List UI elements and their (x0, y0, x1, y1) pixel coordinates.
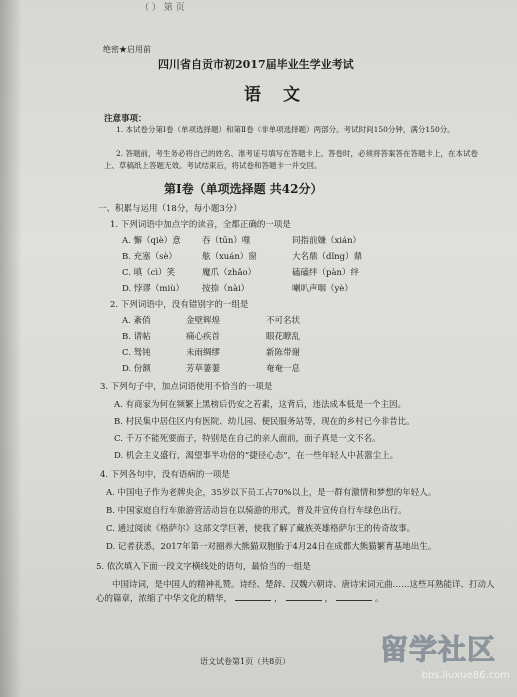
option-part: C. 嗔（cì）笑 (122, 268, 176, 278)
question-2-option-a (122, 314, 300, 326)
option-part: 金壁辉煌 (186, 316, 221, 326)
question-1-stem: 1. 下列词语中加点字的读音，全都正确的一项是 (110, 220, 291, 230)
option-part: 未雨绸缪 (186, 348, 221, 358)
question-2-option-c (122, 346, 300, 358)
answer-blank (235, 600, 271, 601)
question-5-passage: 中国诗词，是中国人的精神礼赞。诗经、楚辞、汉魏六朝诗、唐诗宋词元曲……这些耳熟能详、打动人心的篇章，浓缩了中华文化的精华， ， ， 。 (96, 580, 495, 604)
option-part: 大名鼎（dǐng）鼎 (292, 252, 363, 262)
question-1-option-d (122, 282, 353, 294)
option-part: 新陈带谢 (266, 348, 301, 358)
option-part: A. 懈（qiè）意 (122, 236, 181, 246)
question-1-option-c (122, 266, 359, 278)
notes-heading: 注意事项： (104, 114, 147, 124)
watermark-url: bbs.liuxue86.com (421, 670, 510, 681)
question-2-stem: 2. 下列词语中，没有错别字的一组是 (110, 300, 249, 310)
note-item: 1. 本试卷分第Ⅰ卷（单项选择题）和第Ⅱ卷（非单项选择题）两部分。考试时间150分钟，满分150分。 (116, 125, 455, 134)
subject-title: 语文 (244, 85, 322, 105)
option-part: 痛心疾首 (186, 332, 221, 342)
secret-label: 绝密★启用前 (103, 45, 151, 54)
question-3-option-d: D. 机会主义盛行，渴望事半功倍的“捷径心态”，在一些年轻人中甚嚣尘上。 (114, 451, 399, 461)
option-part: A. 紊俏 (122, 316, 151, 326)
question-3-stem: 3. 下列句子中，加点词语使用不恰当的一项是 (100, 382, 273, 392)
option-part: 喇叭声咽（yè） (292, 284, 353, 294)
section-title: 一、积累与运用（18分，每小题3分） (98, 204, 242, 214)
question-4-option-b: B. 中国家庭自行车旅游营活动旨在以骑游的形式，普及并宣传自行车绿色出行。 (106, 506, 407, 516)
question-1-option-a (122, 234, 361, 246)
option-part: 吞（tūn）噬 (202, 236, 251, 246)
option-part: 按捺（nài） (202, 284, 250, 294)
answer-blank (286, 600, 322, 601)
question-3-option-c: C. 千万不能死要面子，特别是在自己的亲人面前，面子真是一文不名。 (114, 434, 381, 444)
question-5-stem: 5. 依次填入下面一段文字横线处的语句，最恰当的一组是 (96, 562, 311, 572)
question-4-option-d: D. 记者获悉，2017年第一对圈养大熊猫双胞胎于4月24日在成都大熊猫繁育基地出生。 (106, 542, 437, 552)
question-4-option-c: C. 通过阅读《格萨尔》这部文学巨著，使我了解了藏族英雄格萨尔王的传奇故事。 (106, 524, 416, 534)
answer-blank (336, 600, 372, 601)
question-3-option-b: B. 村民集中居住区内有医院、幼儿园、便民服务站等，现在的乡村已今非昔比。 (114, 417, 415, 427)
question-4-option-a: A. 中国电子作为老牌央企，35岁以下员工占70%以上，是一群有激情和梦想的年轻人。 (106, 488, 437, 498)
question-2-option-b (122, 330, 300, 342)
option-part: 芳草萋萋 (186, 364, 221, 374)
option-part: 同指前嫌（xián） (292, 236, 362, 246)
question-3-option-a: A. 有商家为何在频繁上黑榜后仍安之若素，这背后，违法成本低是一个主因。 (114, 400, 407, 410)
option-part: B. 充塞（sè） (122, 252, 178, 262)
option-part: 磕磕绊（pàn）绊 (292, 268, 359, 278)
option-part: C. 驽钝 (122, 348, 151, 358)
option-part: D. 悖谬（miù） (122, 284, 185, 294)
question-1-option-b (122, 250, 362, 262)
note-item: 2. 答题前，考生务必将自己的姓名、准考证号填写在答题卡上。答卷时，必须将答案答在答题卡上，在本试卷上、草稿纸上答题无效。考试结束后，将试卷和答题卡一并交回。 (104, 149, 479, 170)
passage-text: 中国诗词，是中国人的精神礼赞。诗经、楚辞、汉魏六朝诗、唐诗宋词元曲……这些耳熟能详、打动人心的篇章，浓缩了中华文化的精华， (96, 580, 495, 604)
question-4-stem: 4. 下列各句中，没有语病的一项是 (100, 470, 230, 480)
option-part: B. 请帖 (122, 332, 151, 342)
site-watermark (380, 628, 510, 694)
exam-title: 四川省自贡市初2017届毕业生学业考试 (158, 58, 354, 71)
page-shadow (0, 0, 22, 697)
option-part: 不可名状 (266, 316, 301, 326)
watermark-logo-text: 留学社区 (380, 633, 497, 666)
question-2-option-d (122, 362, 300, 374)
previous-page-remnant: （ ） 第 页 (140, 3, 185, 13)
volume-title: 第Ⅰ卷（单项选择题 共42分） (164, 182, 323, 196)
page-footer: 语文试卷第1页（共8页） (200, 657, 291, 666)
option-part: 舷（xuán）窗 (202, 252, 257, 262)
option-part: D. 份额 (122, 364, 151, 374)
option-part: 奄奄一息 (266, 364, 301, 374)
option-part: 魔爪（zhǎo） (202, 268, 257, 278)
option-part: 眼花瞭乱 (266, 332, 301, 342)
